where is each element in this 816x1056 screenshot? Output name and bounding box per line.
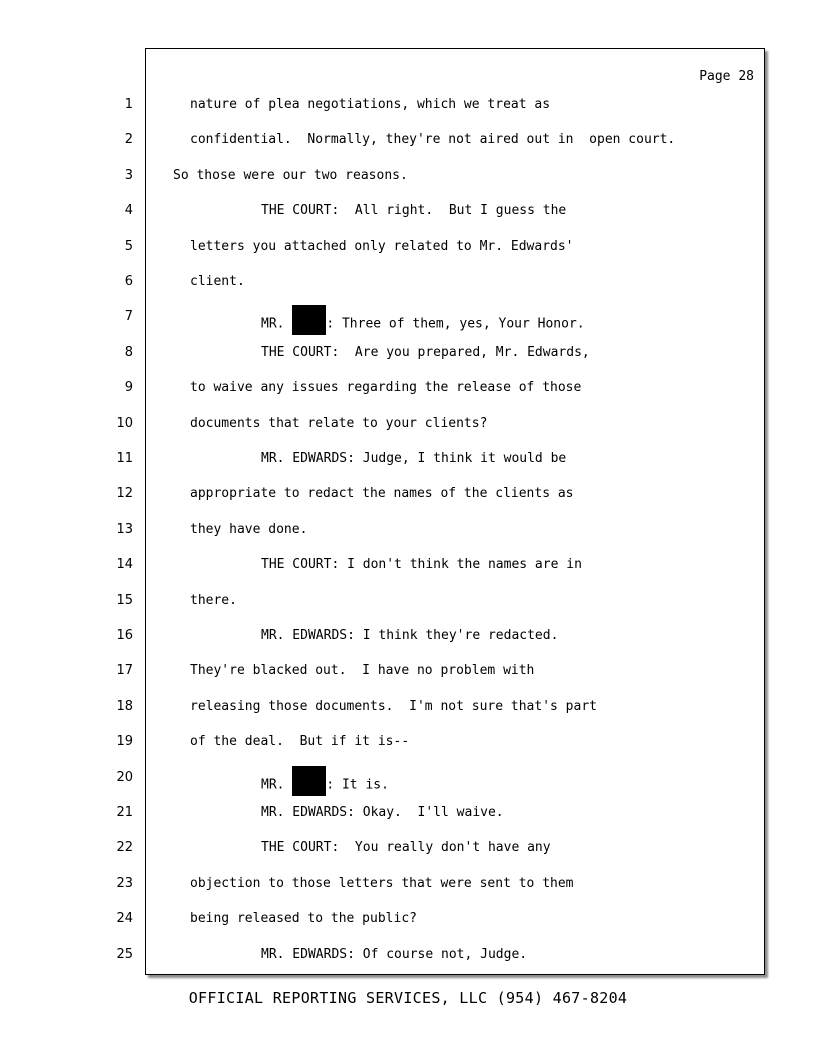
transcript-line: client. — [190, 274, 245, 289]
transcript-line: MR. EDWARDS: Okay. I'll waive. — [261, 805, 504, 820]
line-number: 18 — [116, 698, 133, 714]
line-number: 8 — [124, 344, 133, 360]
line-number: 13 — [116, 521, 133, 537]
transcript-line — [261, 309, 585, 339]
speaker-prefix: MR. — [261, 777, 293, 793]
transcript-line: letters you attached only related to Mr. Edwards' — [190, 238, 574, 254]
transcript-line: So those were our two reasons. — [173, 167, 408, 183]
reporter-footer: OFFICIAL REPORTING SERVICES, LLC (954) 467-8204 — [188, 989, 628, 1007]
transcript-line: being released to the public? — [190, 911, 417, 927]
line-number: 1 — [124, 97, 133, 112]
transcript-line: THE COURT: You really don't have any — [261, 840, 551, 856]
line-text: : Three of them, yes, Your Honor. — [326, 316, 585, 332]
transcript-line: objection to those letters that were sent to them — [190, 875, 574, 891]
transcript-line: appropriate to redact the names of the clients as — [190, 486, 574, 502]
transcript-line — [261, 770, 389, 800]
transcript-line: documents that relate to your clients? — [190, 415, 488, 431]
transcript-line: of the deal. But if it is-- — [190, 734, 410, 750]
line-number: 2 — [124, 132, 133, 148]
line-number: 20 — [116, 769, 133, 785]
line-number: 9 — [124, 380, 133, 396]
transcript-line: to waive any issues regarding the release of those — [190, 380, 582, 396]
line-number: 11 — [116, 451, 133, 466]
line-number: 10 — [116, 415, 133, 431]
transcript-line: MR. EDWARDS: Of course not, Judge. — [261, 946, 528, 962]
transcript-line: there. — [190, 592, 237, 608]
redaction-block — [292, 766, 326, 796]
line-number: 17 — [116, 663, 133, 679]
transcript-line: releasing those documents. I'm not sure that's part — [190, 698, 597, 714]
line-text: : It is. — [326, 777, 389, 793]
line-number: 14 — [116, 557, 133, 573]
line-number: 22 — [116, 840, 133, 856]
line-number: 21 — [116, 805, 133, 820]
line-number: 7 — [124, 309, 133, 325]
transcript-line: THE COURT: I don't think the names are in — [261, 557, 582, 573]
line-number: 4 — [124, 203, 133, 219]
line-number: 5 — [124, 238, 133, 254]
transcript-page — [145, 48, 765, 975]
line-number: 24 — [116, 911, 133, 927]
line-number: 16 — [116, 628, 133, 643]
transcript-line: nature of plea negotiations, which we treat as — [190, 97, 551, 112]
redaction-block — [292, 305, 326, 335]
line-number: 6 — [124, 274, 133, 289]
page-number: Page 28 — [699, 69, 754, 84]
speaker-prefix: MR. — [261, 316, 293, 332]
transcript-line: They're blacked out. I have no problem with — [190, 663, 535, 679]
line-number: 12 — [116, 486, 133, 502]
transcript-line: confidential. Normally, they're not aired out in open court. — [190, 132, 676, 148]
transcript-line: they have done. — [190, 521, 308, 537]
line-number: 3 — [124, 167, 133, 183]
line-number: 25 — [116, 946, 133, 962]
transcript-line: MR. EDWARDS: I think they're redacted. — [261, 628, 559, 643]
transcript-line: THE COURT: Are you prepared, Mr. Edwards, — [261, 344, 590, 360]
transcript-line: THE COURT: All right. But I guess the — [261, 203, 567, 219]
line-number: 23 — [116, 875, 133, 891]
line-number: 15 — [116, 592, 133, 608]
transcript-line: MR. EDWARDS: Judge, I think it would be — [261, 451, 567, 466]
line-number: 19 — [116, 734, 133, 750]
